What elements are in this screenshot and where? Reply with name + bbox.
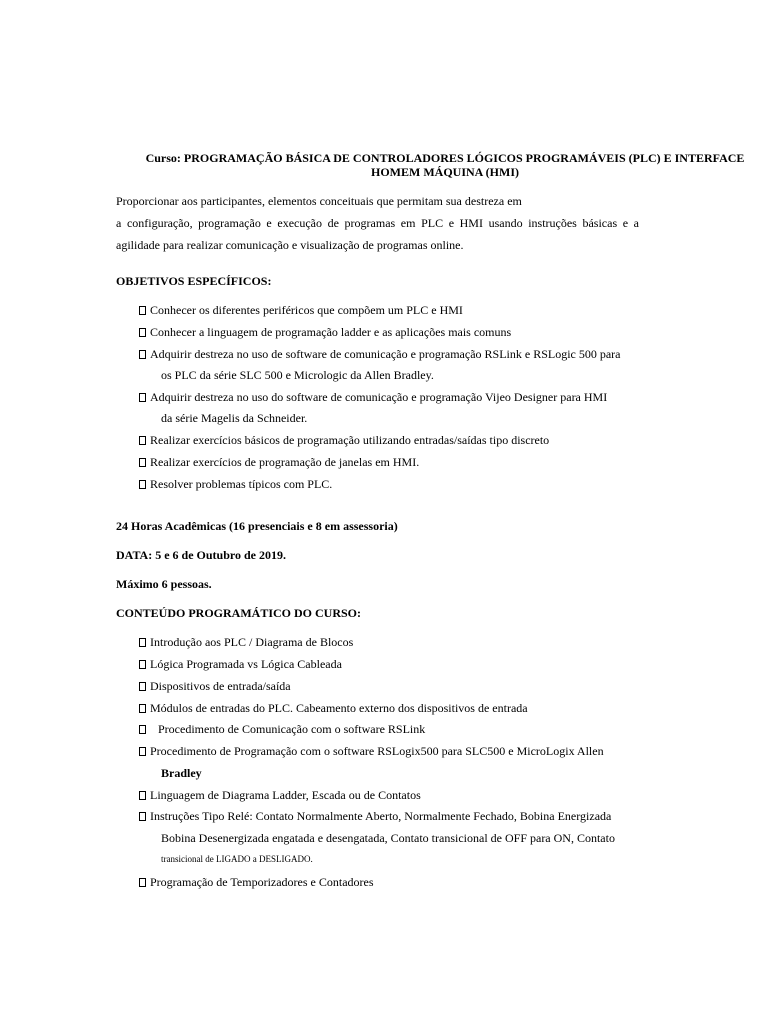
content-item: Linguagem de Diagrama Ladder, Escada ou de Contatos	[139, 788, 421, 803]
content-item: Procedimento de Programação com o software RSLogix500 para SLC500 e MicroLogix Allen	[139, 744, 604, 759]
objective-item: Realizar exercícios básicos de programação utilizando entradas/saídas tipo discreto	[139, 433, 549, 448]
objectives-heading: OBJETIVOS ESPECÍFICOS:	[116, 274, 272, 288]
max-participants: Máximo 6 pessoas.	[116, 577, 212, 591]
content-heading: CONTEÚDO PROGRAMÁTICO DO CURSO:	[116, 606, 362, 620]
course-title	[134, 151, 756, 179]
objective-item: Conhecer os diferentes periféricos que compõem um PLC e HMI	[139, 303, 463, 318]
content-item-continuation: Bradley	[161, 766, 202, 780]
content-item: Procedimento de Comunicação com o software RSLink	[139, 722, 425, 737]
hours-info: 24 Horas Acadêmicas (16 presenciais e 8 em assessoria)	[116, 519, 398, 533]
content-item: Introdução aos PLC / Diagrama de Blocos	[139, 635, 353, 650]
content-item: Instruções Tipo Relé: Contato Normalmente Aberto, Normalmente Fechado, Bobina Energizada	[139, 809, 611, 824]
checkbox-glyph-icon	[139, 704, 146, 713]
objective-item: Adquirir destreza no uso do software de comunicação e programação Vijeo Designer para HMI	[139, 390, 607, 405]
objective-item: Conhecer a linguagem de programação ladder e as aplicações mais comuns	[139, 325, 511, 340]
objective-item: Resolver problemas típicos com PLC.	[139, 477, 332, 492]
content-item: Lógica Programada vs Lógica Cableada	[139, 657, 342, 672]
intro-line-1: Proporcionar aos participantes, elementos conceituais que permitam sua destreza em	[116, 194, 522, 208]
checkbox-glyph-icon	[139, 458, 146, 467]
objective-item-continuation: da série Magelis da Schneider.	[161, 411, 308, 425]
intro-line-3: agilidade para realizar comunicação e visualização de programas online.	[116, 238, 464, 252]
checkbox-glyph-icon	[139, 660, 146, 669]
checkbox-glyph-icon	[139, 638, 146, 647]
checkbox-glyph-icon	[139, 350, 146, 359]
content-item-continuation: transicional de LIGADO a DESLIGADO.	[161, 854, 313, 864]
checkbox-glyph-icon	[139, 791, 146, 800]
objective-item: Realizar exercícios de programação de janelas em HMI.	[139, 455, 419, 470]
checkbox-glyph-icon	[139, 747, 146, 756]
content-item: Programação de Temporizadores e Contadores	[139, 875, 374, 890]
checkbox-glyph-icon	[139, 393, 146, 402]
checkbox-glyph-icon	[139, 328, 146, 337]
checkbox-glyph-icon	[139, 812, 146, 821]
course-title-line1: PROGRAMAÇÃO BÁSICA DE CONTROLADORES LÓGICOS PROGRAMÁVEIS (PLC) E INTERFACE	[183, 151, 745, 165]
checkbox-glyph-icon	[139, 306, 146, 315]
checkbox-glyph-icon	[139, 480, 146, 489]
checkbox-glyph-icon	[139, 436, 146, 445]
checkbox-glyph-icon	[139, 682, 146, 691]
checkbox-glyph-icon	[139, 878, 146, 887]
objective-item: Adquirir destreza no uso de software de comunicação e programação RSLink e RSLogic 500 para	[139, 347, 621, 362]
intro-line-2: a configuração, programação e execução de programas em PLC e HMI usando instruções básicas e a	[116, 216, 639, 230]
course-title-line2: HOMEM MÁQUINA (HMI)	[371, 165, 519, 179]
date-info: DATA: 5 e 6 de Outubro de 2019.	[116, 548, 287, 562]
checkbox-glyph-icon	[139, 725, 146, 734]
content-item: Módulos de entradas do PLC. Cabeamento externo dos dispositivos de entrada	[139, 701, 528, 716]
content-item-continuation: Bobina Desenergizada engatada e desengatada, Contato transicional de OFF para ON, Contato	[161, 831, 615, 845]
content-item: Dispositivos de entrada/saída	[139, 679, 291, 694]
objective-item-continuation: os PLC da série SLC 500 e Micrologic da Allen Bradley.	[161, 368, 434, 382]
course-label: Curso:	[145, 151, 181, 165]
